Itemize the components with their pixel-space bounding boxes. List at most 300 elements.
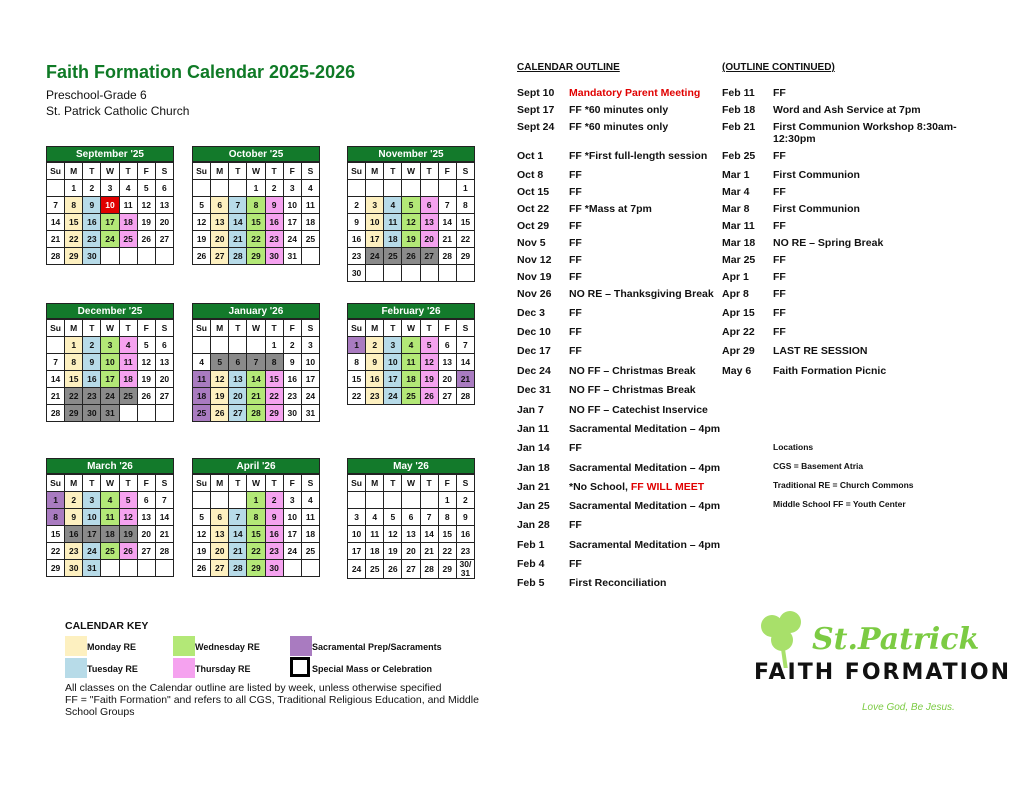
day-cell <box>402 492 420 509</box>
day-cell: 2 <box>83 180 101 197</box>
month-calendar <box>46 146 174 265</box>
outline-text: FF <box>773 326 786 338</box>
month-calendar <box>192 458 320 577</box>
day-cell: 17 <box>301 371 319 388</box>
day-cell: 2 <box>265 492 283 509</box>
day-cell: 1 <box>65 180 83 197</box>
outline-text: FF <box>773 271 786 283</box>
weekday-header: T <box>119 475 137 492</box>
day-cell: 13 <box>137 509 155 526</box>
day-cell: 19 <box>211 388 229 405</box>
day-cell: 29 <box>265 405 283 422</box>
day-cell <box>384 265 402 282</box>
day-cell: 7 <box>229 509 247 526</box>
outline-text: FF <box>569 345 582 357</box>
day-cell: 15 <box>456 214 474 231</box>
day-cell: 26 <box>193 560 211 577</box>
outline-date: Apr 29 <box>722 345 755 357</box>
key-swatch-thursday <box>173 658 195 678</box>
outline-text: Sacramental Meditation – 4pm <box>569 539 721 551</box>
day-cell: 17 <box>384 371 402 388</box>
day-cell: 27 <box>155 388 173 405</box>
outline-date: Apr 22 <box>722 326 755 338</box>
outline-date: Oct 1 <box>517 150 544 162</box>
day-cell: 22 <box>65 388 83 405</box>
day-cell: 2 <box>265 180 283 197</box>
day-cell: 5 <box>193 197 211 214</box>
outline-header: CALENDAR OUTLINE <box>517 62 620 73</box>
logo-tagline: Love God, Be Jesus. <box>862 702 955 713</box>
day-cell: 5 <box>119 492 137 509</box>
day-cell: 19 <box>402 231 420 248</box>
day-cell: 31 <box>283 248 301 265</box>
outline-date: Feb 11 <box>722 87 755 99</box>
day-cell: 17 <box>101 371 119 388</box>
outline-text: FF *First full-length session <box>569 150 708 162</box>
day-cell: 13 <box>420 214 438 231</box>
day-cell: 21 <box>420 543 438 560</box>
outline-date: Jan 18 <box>517 462 550 474</box>
day-cell: 5 <box>420 337 438 354</box>
day-cell: 10 <box>283 509 301 526</box>
month-title: February '26 <box>347 303 475 319</box>
day-cell: 21 <box>247 388 265 405</box>
day-cell: 20 <box>155 214 173 231</box>
key-label-sacramental: Sacramental Prep/Sacraments <box>312 642 442 652</box>
outline-date: Mar 11 <box>722 220 755 232</box>
day-cell: 18 <box>384 231 402 248</box>
day-cell: 12 <box>193 214 211 231</box>
weekday-header: T <box>83 320 101 337</box>
key-swatch-monday <box>65 636 87 656</box>
day-cell: 15 <box>65 214 83 231</box>
outline-date: Nov 26 <box>517 288 552 300</box>
outline-date: Dec 3 <box>517 307 546 319</box>
day-cell: 15 <box>247 526 265 543</box>
outline-text: FF <box>773 254 786 266</box>
month-title: April '26 <box>192 458 320 474</box>
day-cell: 13 <box>211 214 229 231</box>
day-cell: 11 <box>301 509 319 526</box>
outline-text: FF <box>569 307 582 319</box>
day-cell: 27 <box>438 388 456 405</box>
day-cell: 25 <box>101 543 119 560</box>
day-cell: 12 <box>384 526 402 543</box>
day-cell: 19 <box>193 543 211 560</box>
day-cell: 28 <box>229 248 247 265</box>
day-cell: 31 <box>301 405 319 422</box>
day-cell: 30 <box>83 248 101 265</box>
day-cell: 14 <box>47 214 65 231</box>
day-cell: 10 <box>283 197 301 214</box>
day-cell <box>119 405 137 422</box>
day-cell: 23 <box>265 231 283 248</box>
day-cell: 25 <box>119 388 137 405</box>
day-cell: 30 <box>265 248 283 265</box>
weekday-header: T <box>384 163 402 180</box>
weekday-header: W <box>402 320 420 337</box>
location-item: Middle School FF = Youth Center <box>773 499 906 509</box>
outline-text: FF <box>569 169 582 181</box>
day-cell <box>193 492 211 509</box>
day-cell: 7 <box>456 337 474 354</box>
day-cell: 27 <box>420 248 438 265</box>
day-cell: 2 <box>83 337 101 354</box>
day-cell <box>119 560 137 577</box>
day-cell <box>438 180 456 197</box>
day-cell <box>155 560 173 577</box>
day-cell: 24 <box>384 388 402 405</box>
day-cell: 20 <box>155 371 173 388</box>
day-cell: 8 <box>247 197 265 214</box>
day-cell: 9 <box>83 354 101 371</box>
day-cell: 19 <box>384 543 402 560</box>
weekday-header: F <box>137 320 155 337</box>
day-cell: 3 <box>366 197 384 214</box>
day-cell: 16 <box>348 231 366 248</box>
day-cell: 26 <box>420 388 438 405</box>
outline-text-highlight: FF WILL MEET <box>630 481 705 493</box>
weekday-header: W <box>402 475 420 492</box>
day-cell <box>247 337 265 354</box>
day-cell: 8 <box>265 354 283 371</box>
day-cell: 20 <box>211 543 229 560</box>
day-cell: 26 <box>384 560 402 579</box>
day-cell: 28 <box>155 543 173 560</box>
outline-date: Dec 31 <box>517 384 551 396</box>
outline-date: Sept 17 <box>517 104 555 116</box>
day-cell: 27 <box>137 543 155 560</box>
day-cell <box>101 560 119 577</box>
day-cell: 18 <box>301 214 319 231</box>
day-cell: 14 <box>155 509 173 526</box>
weekday-header: S <box>301 475 319 492</box>
day-cell: 22 <box>348 388 366 405</box>
key-label-monday: Monday RE <box>87 642 137 652</box>
day-cell: 9 <box>65 509 83 526</box>
day-cell: 8 <box>47 509 65 526</box>
outline-date: Oct 8 <box>517 169 544 181</box>
outline-date: May 6 <box>722 365 752 377</box>
outline-text: LAST RE SESSION <box>773 345 868 357</box>
day-cell <box>211 492 229 509</box>
day-cell: 24 <box>283 543 301 560</box>
outline-date: Mar 1 <box>722 169 750 181</box>
day-cell: 20 <box>438 371 456 388</box>
day-cell: 4 <box>119 180 137 197</box>
day-cell: 15 <box>438 526 456 543</box>
day-cell <box>193 337 211 354</box>
day-cell: 8 <box>348 354 366 371</box>
weekday-header: S <box>155 475 173 492</box>
weekday-header: Su <box>193 475 211 492</box>
day-cell: 9 <box>348 214 366 231</box>
day-cell: 14 <box>420 526 438 543</box>
day-cell: 12 <box>137 197 155 214</box>
day-cell <box>155 248 173 265</box>
month-title: October '25 <box>192 146 320 162</box>
day-cell: 19 <box>137 371 155 388</box>
day-cell: 22 <box>265 388 283 405</box>
day-cell: 13 <box>211 526 229 543</box>
day-cell: 22 <box>438 543 456 560</box>
day-cell: 23 <box>456 543 474 560</box>
weekday-header: W <box>402 163 420 180</box>
month-calendar <box>192 146 320 265</box>
day-cell: 18 <box>366 543 384 560</box>
day-cell: 23 <box>83 388 101 405</box>
day-cell: 20 <box>402 543 420 560</box>
day-cell <box>366 265 384 282</box>
key-swatch-sacramental <box>290 636 312 656</box>
weekday-header: W <box>101 163 119 180</box>
day-cell: 12 <box>402 214 420 231</box>
day-cell <box>301 560 319 577</box>
day-cell <box>420 180 438 197</box>
day-cell: 20 <box>211 231 229 248</box>
key-label-special: Special Mass or Celebration <box>312 664 433 674</box>
day-cell <box>384 492 402 509</box>
weekday-header: F <box>283 320 301 337</box>
day-cell: 18 <box>119 371 137 388</box>
outline-text: NO FF – Catechist Inservice <box>569 404 708 416</box>
weekday-header: Su <box>193 320 211 337</box>
day-cell <box>119 248 137 265</box>
day-cell: 21 <box>438 231 456 248</box>
day-cell: 26 <box>211 405 229 422</box>
day-cell: 27 <box>155 231 173 248</box>
weekday-header: Su <box>348 475 366 492</box>
outline-date: Feb 25 <box>722 150 756 162</box>
day-cell: 18 <box>119 214 137 231</box>
weekday-header: T <box>229 475 247 492</box>
day-cell: 13 <box>402 526 420 543</box>
day-cell: 11 <box>119 197 137 214</box>
month-calendar <box>347 458 475 579</box>
outline-text: FF <box>773 220 786 232</box>
outline-date: Feb 4 <box>517 558 545 570</box>
weekday-header: T <box>420 163 438 180</box>
day-cell: 23 <box>83 231 101 248</box>
day-cell: 26 <box>137 231 155 248</box>
weekday-header: S <box>456 475 474 492</box>
outline-text: FF <box>773 288 786 300</box>
subtitle-grade: Preschool-Grade 6 <box>46 88 147 102</box>
weekday-header: Su <box>47 320 65 337</box>
day-cell: 4 <box>301 180 319 197</box>
day-cell <box>229 337 247 354</box>
outline-text: NO RE – Spring Break <box>773 237 884 249</box>
day-cell: 16 <box>265 526 283 543</box>
day-cell <box>211 337 229 354</box>
day-cell: 4 <box>119 337 137 354</box>
day-cell: 30 <box>348 265 366 282</box>
note-ff-definition: FF = "Faith Formation" and refers to all CGS, Traditional Religious Education, and Middle School Groups <box>65 694 479 718</box>
day-cell: 8 <box>247 509 265 526</box>
weekday-header: M <box>211 320 229 337</box>
day-cell: 14 <box>438 214 456 231</box>
day-cell: 2 <box>283 337 301 354</box>
day-cell: 7 <box>47 197 65 214</box>
weekday-header: M <box>366 163 384 180</box>
outline-text: FF <box>569 442 582 454</box>
day-cell: 25 <box>301 543 319 560</box>
outline-text: FF <box>773 307 786 319</box>
day-cell: 29 <box>65 405 83 422</box>
day-cell: 5 <box>137 337 155 354</box>
weekday-header: T <box>83 163 101 180</box>
day-cell <box>137 248 155 265</box>
page-title: Faith Formation Calendar 2025-2026 <box>46 62 356 82</box>
day-cell: 24 <box>283 231 301 248</box>
weekday-header: S <box>155 163 173 180</box>
day-cell: 17 <box>101 214 119 231</box>
day-cell: 3 <box>384 337 402 354</box>
day-cell: 1 <box>247 180 265 197</box>
day-cell: 26 <box>193 248 211 265</box>
day-cell: 9 <box>265 509 283 526</box>
weekday-header: F <box>283 475 301 492</box>
weekday-header: Su <box>348 320 366 337</box>
day-cell: 7 <box>420 509 438 526</box>
outline-date: Feb 18 <box>722 104 756 116</box>
weekday-header: F <box>438 475 456 492</box>
outline-text: FF <box>773 150 786 162</box>
day-cell: 17 <box>283 526 301 543</box>
day-cell <box>456 265 474 282</box>
outline-text: FF <box>569 220 582 232</box>
day-cell: 7 <box>229 197 247 214</box>
day-cell: 24 <box>366 248 384 265</box>
weekday-header: M <box>366 320 384 337</box>
weekday-header: S <box>456 163 474 180</box>
day-cell <box>301 248 319 265</box>
day-cell: 3 <box>83 492 101 509</box>
day-cell: 25 <box>193 405 211 422</box>
day-cell: 10 <box>83 509 101 526</box>
day-cell <box>283 560 301 577</box>
day-cell <box>101 248 119 265</box>
outline-text: Word and Ash Service at 7pm <box>773 104 921 116</box>
outline-date: Dec 17 <box>517 345 551 357</box>
day-cell: 6 <box>420 197 438 214</box>
day-cell <box>384 180 402 197</box>
outline-text: NO FF – Christmas Break <box>569 365 696 377</box>
weekday-header: T <box>229 320 247 337</box>
day-cell: 29 <box>65 248 83 265</box>
day-cell: 28 <box>47 405 65 422</box>
outline-date: Sept 10 <box>517 87 555 99</box>
weekday-header: T <box>384 320 402 337</box>
day-cell: 30 <box>265 560 283 577</box>
outline-text: FF <box>569 558 582 570</box>
day-cell: 25 <box>119 231 137 248</box>
day-cell: 7 <box>155 492 173 509</box>
day-cell: 16 <box>83 371 101 388</box>
day-cell: 11 <box>301 197 319 214</box>
day-cell: 27 <box>211 248 229 265</box>
day-cell: 9 <box>283 354 301 371</box>
day-cell: 7 <box>247 354 265 371</box>
day-cell: 3 <box>283 492 301 509</box>
day-cell: 4 <box>402 337 420 354</box>
day-cell: 6 <box>211 197 229 214</box>
day-cell: 15 <box>348 371 366 388</box>
day-cell: 3 <box>348 509 366 526</box>
day-cell: 1 <box>348 337 366 354</box>
outline-date: Jan 11 <box>517 423 550 435</box>
day-cell: 24 <box>348 560 366 579</box>
month-calendar <box>192 303 320 422</box>
day-cell: 3 <box>101 180 119 197</box>
outline-date: Mar 25 <box>722 254 756 266</box>
day-cell: 21 <box>47 231 65 248</box>
weekday-header: M <box>65 475 83 492</box>
weekday-header: F <box>438 320 456 337</box>
day-cell: 25 <box>301 231 319 248</box>
outline-date: Apr 8 <box>722 288 749 300</box>
weekday-header: T <box>420 475 438 492</box>
month-title: May '26 <box>347 458 475 474</box>
day-cell: 30/ 31 <box>456 560 474 579</box>
day-cell: 25 <box>366 560 384 579</box>
day-cell: 6 <box>438 337 456 354</box>
day-cell: 9 <box>456 509 474 526</box>
day-cell <box>366 180 384 197</box>
outline-text: First Communion Workshop 8:30am- 12:30pm <box>773 121 957 145</box>
weekday-header: S <box>301 320 319 337</box>
key-swatch-special <box>290 657 310 677</box>
month-title: September '25 <box>46 146 174 162</box>
day-cell: 13 <box>155 197 173 214</box>
day-cell: 1 <box>47 492 65 509</box>
day-cell: 3 <box>101 337 119 354</box>
day-cell: 10 <box>384 354 402 371</box>
logo-faith-formation: FAITH FORMATION <box>754 660 1011 685</box>
outline-date: Mar 4 <box>722 186 750 198</box>
day-cell <box>366 492 384 509</box>
day-cell: 21 <box>229 231 247 248</box>
month-title: January '26 <box>192 303 320 319</box>
day-cell: 5 <box>402 197 420 214</box>
day-cell: 22 <box>456 231 474 248</box>
day-cell: 26 <box>402 248 420 265</box>
day-cell: 19 <box>193 231 211 248</box>
day-cell <box>193 180 211 197</box>
day-cell: 12 <box>119 509 137 526</box>
weekday-header: T <box>119 163 137 180</box>
day-cell: 24 <box>101 231 119 248</box>
day-cell: 3 <box>301 337 319 354</box>
day-cell: 6 <box>155 180 173 197</box>
weekday-header: T <box>83 475 101 492</box>
outline-text: First Communion <box>773 203 860 215</box>
day-cell: 16 <box>83 214 101 231</box>
day-cell: 4 <box>366 509 384 526</box>
day-cell: 12 <box>211 371 229 388</box>
key-label-wednesday: Wednesday RE <box>195 642 260 652</box>
day-cell: 6 <box>155 337 173 354</box>
weekday-header: T <box>265 475 283 492</box>
weekday-header: T <box>229 163 247 180</box>
day-cell <box>211 180 229 197</box>
day-cell: 5 <box>193 509 211 526</box>
day-cell: 6 <box>137 492 155 509</box>
day-cell: 18 <box>193 388 211 405</box>
weekday-header: M <box>65 163 83 180</box>
outline-text: NO RE – Thanksgiving Break <box>569 288 714 300</box>
day-cell: 2 <box>348 197 366 214</box>
